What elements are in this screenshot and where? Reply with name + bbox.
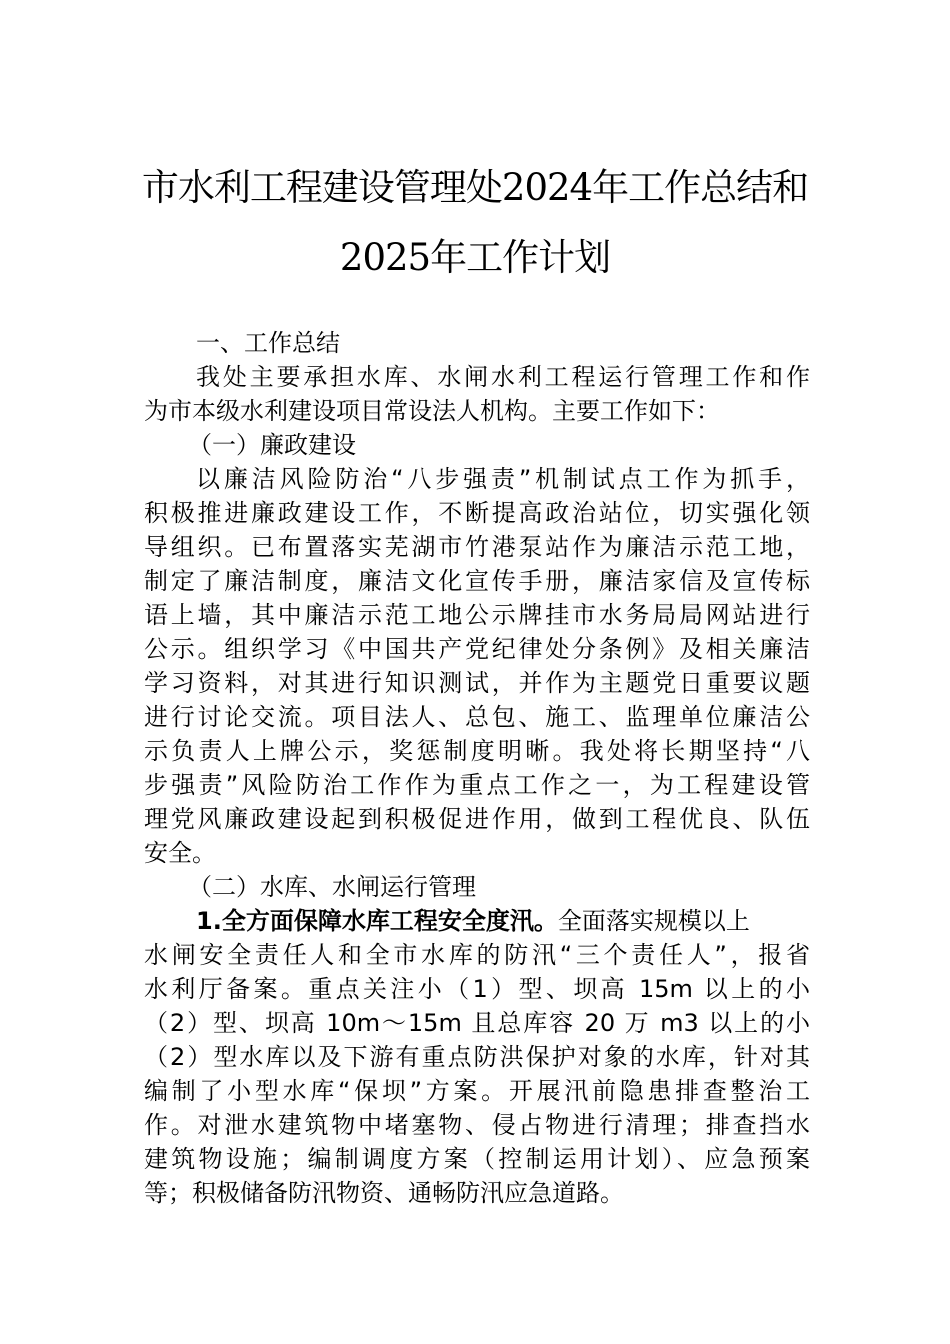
paragraph-line: 编制了小型水库“保坝”方案。开展汛前隐患排查整治工 <box>144 1077 810 1105</box>
paragraph-line: 制定了廉洁制度，廉洁文化宣传手册，廉洁家信及宣传标 <box>144 567 810 595</box>
subsection-heading: （二）水库、水闸运行管理 <box>188 873 476 901</box>
paragraph-line: 语上墙，其中廉洁示范工地公示牌挂市水务局局网站进行 <box>144 601 810 629</box>
section-heading: 一、工作总结 <box>196 329 340 357</box>
paragraph-line: 我处主要承担水库、水闸水利工程运行管理工作和作 <box>196 363 810 391</box>
paragraph-line: 水利厅备案。重点关注小（1）型、坝高 15m 以上的小 <box>144 975 810 1003</box>
paragraph-line: （2）型、坝高 10m～15m 且总库容 20 万 m3 以上的小 <box>144 1009 810 1037</box>
paragraph-line: 公示。组织学习《中国共产党纪律处分条例》及相关廉洁 <box>144 635 810 663</box>
paragraph-line <box>144 904 810 938</box>
paragraph-line: 等；积极储备防汛物资、通畅防汛应急道路。 <box>144 1179 624 1207</box>
paragraph-line: 建筑物设施；编制调度方案（控制运用计划）、应急预案 <box>144 1145 810 1173</box>
paragraph-line: 水闸安全责任人和全市水库的防汛“三个责任人”，报省 <box>144 941 810 969</box>
item-text: 全面落实规模以上 <box>557 907 750 935</box>
paragraph-line: 进行讨论交流。项目法人、总包、施工、监理单位廉洁公 <box>144 703 810 731</box>
paragraph-line: 导组织。已布置落实芜湖市竹港泵站作为廉洁示范工地， <box>144 533 810 561</box>
paragraph-line: （2）型水库以及下游有重点防洪保护对象的水库，针对其 <box>144 1043 810 1071</box>
paragraph-line: 作。对泄水建筑物中堵塞物、侵占物进行清理；排查挡水 <box>144 1111 810 1139</box>
paragraph-line: 为市本级水利建设项目常设法人机构。主要工作如下： <box>144 397 720 425</box>
document-title-line2: 2025年工作计划 <box>339 236 611 279</box>
subsection-heading: （一）廉政建设 <box>188 431 356 459</box>
paragraph-line: 示负责人上牌公示，奖惩制度明晰。我处将长期坚持“八 <box>144 737 810 765</box>
item-heading: 1.全方面保障水库工程安全度汛。 <box>196 907 558 935</box>
paragraph-line: 学习资料，对其进行知识测试，并作为主题党日重要议题 <box>144 669 810 697</box>
paragraph-line: 积极推进廉政建设工作，不断提高政治站位，切实强化领 <box>144 499 810 527</box>
paragraph-line: 以廉洁风险防治“八步强责”机制试点工作为抓手， <box>196 465 810 493</box>
paragraph-line: 理党风廉政建设起到积极促进作用，做到工程优良、队伍 <box>144 805 810 833</box>
paragraph-line: 步强责”风险防治工作作为重点工作之一，为工程建设管 <box>144 771 810 799</box>
document-body <box>144 326 810 1210</box>
paragraph-line: 安全。 <box>144 839 216 867</box>
document-title-line1: 市水利工程建设管理处2024年工作总结和 <box>141 166 809 209</box>
